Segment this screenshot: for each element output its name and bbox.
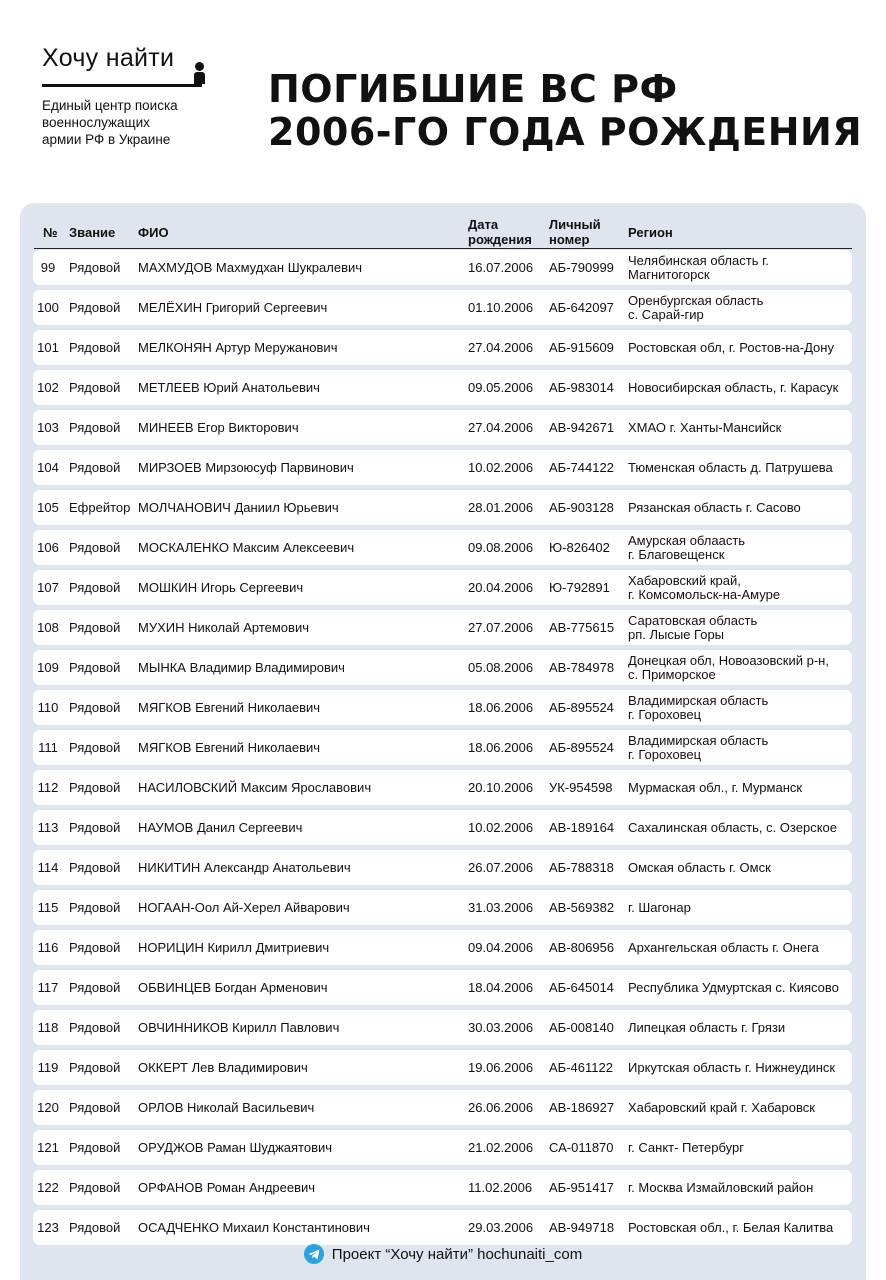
cell-dob: 28.01.2006 bbox=[468, 499, 534, 515]
cell-fio: МОЛЧАНОВИЧ Даниил Юрьевич bbox=[138, 499, 339, 515]
cell-dob: 09.04.2006 bbox=[468, 939, 534, 955]
cell-num: 103 bbox=[37, 419, 59, 435]
cell-region: г. Санкт- Петербург bbox=[628, 1139, 744, 1155]
cell-dob: 11.02.2006 bbox=[468, 1179, 533, 1195]
table-row bbox=[33, 810, 852, 845]
cell-fio: МЕЛЁХИН Григорий Сергеевич bbox=[138, 299, 328, 315]
cell-region: Ростовская обл, г. Ростов-на-Дону bbox=[628, 339, 834, 355]
cell-rank: Рядовой bbox=[69, 859, 121, 875]
cell-dob: 21.02.2006 bbox=[468, 1139, 534, 1155]
cell-dob: 20.10.2006 bbox=[468, 779, 534, 795]
cell-region: Рязанская область г. Сасово bbox=[628, 499, 801, 515]
cell-dob: 26.06.2006 bbox=[468, 1099, 534, 1115]
cell-fio: ОСАДЧЕНКО Михаил Константинович bbox=[138, 1219, 370, 1235]
cell-fio: МУХИН Николай Артемович bbox=[138, 619, 309, 635]
cell-region: Владимирская область г. Гороховец bbox=[628, 732, 769, 762]
cell-dob: 29.03.2006 bbox=[468, 1219, 534, 1235]
header-fio: ФИО bbox=[138, 225, 169, 240]
cell-rank: Рядовой bbox=[69, 899, 121, 915]
cell-region: Оренбургская область с. Сарай-гир bbox=[628, 292, 764, 322]
cell-rank: Рядовой bbox=[69, 379, 121, 395]
table-row bbox=[33, 570, 852, 605]
cell-dob: 20.04.2006 bbox=[468, 579, 534, 595]
cell-fio: ОРЛОВ Николай Васильевич bbox=[138, 1099, 315, 1115]
cell-id: АБ-895524 bbox=[549, 699, 614, 715]
cell-rank: Ефрейтор bbox=[69, 499, 131, 515]
logo-underline bbox=[42, 84, 202, 87]
person-icon bbox=[194, 62, 204, 84]
table-row bbox=[33, 530, 852, 565]
cell-id: СА-011870 bbox=[549, 1139, 614, 1155]
cell-dob: 18.04.2006 bbox=[468, 979, 534, 995]
cell-id: АБ-788318 bbox=[549, 859, 614, 875]
cell-dob: 10.02.2006 bbox=[468, 819, 534, 835]
cell-num: 106 bbox=[37, 539, 59, 555]
cell-num: 101 bbox=[37, 339, 59, 355]
cell-region: Сахалинская область, с. Озерское bbox=[628, 819, 837, 835]
cell-region: Владимирская область г. Гороховец bbox=[628, 692, 769, 722]
cell-num: 100 bbox=[37, 299, 59, 315]
cell-region: Республика Удмуртская с. Киясово bbox=[628, 979, 839, 995]
cell-fio: НОГААН-Оол Ай-Херел Айварович bbox=[138, 899, 350, 915]
cell-region: Хабаровский край г. Хабаровск bbox=[628, 1099, 815, 1115]
footer bbox=[0, 1244, 886, 1264]
header-id: Личный номер bbox=[549, 217, 601, 247]
table-row bbox=[33, 890, 852, 925]
cell-region: Омская область г. Омск bbox=[628, 859, 771, 875]
table-row bbox=[33, 290, 852, 325]
cell-rank: Рядовой bbox=[69, 819, 121, 835]
cell-dob: 27.04.2006 bbox=[468, 339, 534, 355]
cell-fio: МАХМУДОВ Махмудхан Шукралевич bbox=[138, 259, 363, 275]
cell-dob: 26.07.2006 bbox=[468, 859, 534, 875]
cell-id: Ю-826402 bbox=[549, 539, 610, 555]
cell-region: г. Шагонар bbox=[628, 899, 691, 915]
cell-num: 117 bbox=[37, 979, 59, 995]
cell-num: 112 bbox=[37, 779, 59, 795]
cell-id: АВ-186927 bbox=[549, 1099, 615, 1115]
cell-id: АБ-915609 bbox=[549, 339, 614, 355]
table-row bbox=[33, 250, 852, 285]
cell-id: АБ-642097 bbox=[549, 299, 614, 315]
cell-dob: 16.07.2006 bbox=[468, 259, 534, 275]
cell-id: АБ-983014 bbox=[549, 379, 614, 395]
cell-fio: ОБВИНЦЕВ Богдан Арменович bbox=[138, 979, 328, 995]
cell-rank: Рядовой bbox=[69, 1099, 121, 1115]
cell-region: Новосибирская область, г. Карасук bbox=[628, 379, 839, 395]
cell-id: УК-954598 bbox=[549, 779, 613, 795]
logo-subtitle bbox=[42, 97, 202, 148]
cell-rank: Рядовой bbox=[69, 659, 121, 675]
cell-num: 123 bbox=[37, 1219, 59, 1235]
table-row bbox=[33, 850, 852, 885]
cell-region: Амурская облаасть г. Благовещенск bbox=[628, 532, 746, 562]
cell-num: 121 bbox=[37, 1139, 59, 1155]
table-row bbox=[33, 930, 852, 965]
cell-rank: Рядовой bbox=[69, 739, 121, 755]
cell-num: 120 bbox=[37, 1099, 59, 1115]
cell-rank: Рядовой bbox=[69, 339, 121, 355]
cell-id: Ю-792891 bbox=[549, 579, 610, 595]
table-row bbox=[33, 1010, 852, 1045]
cell-id: АБ-951417 bbox=[549, 1179, 614, 1195]
table-row bbox=[33, 330, 852, 365]
cell-fio: МЫНКА Владимир Владимирович bbox=[138, 659, 345, 675]
cell-region: Тюменская область д. Патрушева bbox=[628, 459, 833, 475]
cell-dob: 09.05.2006 bbox=[468, 379, 534, 395]
cell-rank: Рядовой bbox=[69, 979, 121, 995]
cell-num: 99 bbox=[40, 259, 56, 275]
table-row bbox=[33, 730, 852, 765]
cell-dob: 30.03.2006 bbox=[468, 1019, 534, 1035]
cell-num: 107 bbox=[37, 579, 59, 595]
table-row bbox=[33, 650, 852, 685]
cell-num: 122 bbox=[37, 1179, 59, 1195]
cell-num: 119 bbox=[37, 1059, 59, 1075]
cell-num: 113 bbox=[37, 819, 59, 835]
cell-fio: ОВЧИННИКОВ Кирилл Павлович bbox=[138, 1019, 340, 1035]
cell-dob: 18.06.2006 bbox=[468, 739, 534, 755]
cell-num: 116 bbox=[37, 939, 59, 955]
cell-id: АВ-775615 bbox=[549, 619, 615, 635]
table-header bbox=[34, 215, 852, 249]
cell-dob: 19.06.2006 bbox=[468, 1059, 534, 1075]
cell-num: 102 bbox=[37, 379, 59, 395]
cell-region: Донецкая обл, Новоазовский р-н, с. Приморское bbox=[628, 652, 829, 682]
cell-id: АБ-645014 bbox=[549, 979, 614, 995]
cell-region: ХМАО г. Ханты-Мансийск bbox=[628, 419, 782, 435]
logo-subtitle-line: Единый центр поиска bbox=[42, 98, 178, 113]
table-body bbox=[33, 250, 852, 1250]
table-row bbox=[33, 690, 852, 725]
cell-fio: НОРИЦИН Кирилл Дмитриевич bbox=[138, 939, 330, 955]
cell-fio: ОРУДЖОВ Раман Шуджаятович bbox=[138, 1139, 333, 1155]
table-row bbox=[33, 1210, 852, 1245]
cell-id: АВ-569382 bbox=[549, 899, 615, 915]
page-title bbox=[268, 68, 862, 154]
cell-region: Ростовская обл., г. Белая Калитва bbox=[628, 1219, 834, 1235]
table-row bbox=[33, 610, 852, 645]
cell-fio: МОСКАЛЕНКО Максим Алексеевич bbox=[138, 539, 355, 555]
cell-fio: НАСИЛОВСКИЙ Максим Ярославович bbox=[138, 779, 372, 795]
cell-num: 115 bbox=[37, 899, 59, 915]
cell-fio: МИРЗОЕВ Мирзоюсуф Парвинович bbox=[138, 459, 354, 475]
cell-region: Саратовская область рп. Лысые Горы bbox=[628, 612, 758, 642]
cell-id: АВ-189164 bbox=[549, 819, 615, 835]
page-title-line: ПОГИБШИЕ ВС РФ bbox=[268, 67, 678, 111]
page-title-line: 2006-ГО ГОДА РОЖДЕНИЯ bbox=[268, 110, 863, 154]
cell-rank: Рядовой bbox=[69, 1059, 121, 1075]
header-dob: Дата рождения bbox=[468, 217, 532, 247]
cell-rank: Рядовой bbox=[69, 619, 121, 635]
header-rank: Звание bbox=[69, 225, 116, 240]
cell-rank: Рядовой bbox=[69, 1139, 121, 1155]
cell-rank: Рядовой bbox=[69, 779, 121, 795]
header-region: Регион bbox=[628, 225, 673, 240]
table-row bbox=[33, 490, 852, 525]
cell-id: АБ-903128 bbox=[549, 499, 614, 515]
cell-fio: МИНЕЕВ Егор Викторович bbox=[138, 419, 299, 435]
cell-fio: МЯГКОВ Евгений Николаевич bbox=[138, 699, 321, 715]
cell-region: Челябинская область г. Магнитогорск bbox=[628, 252, 769, 282]
cell-rank: Рядовой bbox=[69, 1019, 121, 1035]
table-panel bbox=[20, 203, 866, 1280]
cell-fio: НИКИТИН Александр Анатольевич bbox=[138, 859, 351, 875]
header-num: № bbox=[43, 225, 58, 240]
cell-num: 110 bbox=[37, 699, 59, 715]
cell-fio: МЯГКОВ Евгений Николаевич bbox=[138, 739, 321, 755]
cell-dob: 18.06.2006 bbox=[468, 699, 534, 715]
cell-region: Липецкая область г. Грязи bbox=[628, 1019, 786, 1035]
cell-dob: 01.10.2006 bbox=[468, 299, 534, 315]
logo bbox=[42, 44, 202, 148]
cell-num: 104 bbox=[37, 459, 59, 475]
cell-dob: 05.08.2006 bbox=[468, 659, 534, 675]
cell-id: АБ-461122 bbox=[549, 1059, 613, 1075]
cell-rank: Рядовой bbox=[69, 259, 121, 275]
cell-rank: Рядовой bbox=[69, 1179, 121, 1195]
cell-num: 111 bbox=[38, 739, 58, 755]
table-row bbox=[33, 370, 852, 405]
cell-id: АБ-790999 bbox=[549, 259, 614, 275]
cell-fio: МЕТЛЕЕВ Юрий Анатольевич bbox=[138, 379, 320, 395]
cell-region: Архангельская область г. Онега bbox=[628, 939, 819, 955]
cell-rank: Рядовой bbox=[69, 459, 121, 475]
cell-rank: Рядовой bbox=[69, 1219, 121, 1235]
cell-rank: Рядовой bbox=[69, 539, 121, 555]
cell-id: АБ-008140 bbox=[549, 1019, 614, 1035]
cell-id: АВ-784978 bbox=[549, 659, 615, 675]
footer-text: Проект “Хочу найти” hochunaiti_com bbox=[331, 1245, 583, 1263]
table-row bbox=[33, 970, 852, 1005]
table-row bbox=[33, 450, 852, 485]
cell-num: 105 bbox=[37, 499, 59, 515]
cell-num: 118 bbox=[37, 1019, 59, 1035]
cell-region: Иркутская область г. Нижнеудинск bbox=[628, 1059, 836, 1075]
cell-id: АВ-949718 bbox=[549, 1219, 615, 1235]
logo-title: Хочу найти bbox=[42, 44, 175, 72]
cell-dob: 09.08.2006 bbox=[468, 539, 534, 555]
logo-subtitle-line: военнослужащих bbox=[42, 115, 150, 130]
cell-region: Хабаровский край, г. Комсомольск-на-Амуре bbox=[628, 572, 781, 602]
cell-fio: ОККЕРТ Лев Владимирович bbox=[138, 1059, 308, 1075]
table-row bbox=[33, 1130, 852, 1165]
telegram-icon bbox=[304, 1244, 324, 1264]
cell-dob: 27.07.2006 bbox=[468, 619, 534, 635]
cell-rank: Рядовой bbox=[69, 419, 121, 435]
cell-rank: Рядовой bbox=[69, 939, 121, 955]
cell-id: АВ-806956 bbox=[549, 939, 615, 955]
cell-rank: Рядовой bbox=[69, 699, 121, 715]
cell-id: АВ-942671 bbox=[549, 419, 615, 435]
table-row bbox=[33, 770, 852, 805]
cell-id: АБ-744122 bbox=[549, 459, 614, 475]
cell-id: АБ-895524 bbox=[549, 739, 614, 755]
cell-rank: Рядовой bbox=[69, 579, 121, 595]
cell-dob: 10.02.2006 bbox=[468, 459, 534, 475]
cell-num: 114 bbox=[37, 859, 59, 875]
cell-num: 108 bbox=[37, 619, 59, 635]
cell-fio: ОРФАНОВ Роман Андреевич bbox=[138, 1179, 316, 1195]
table-row bbox=[33, 1050, 852, 1085]
table-row bbox=[33, 410, 852, 445]
cell-region: Мурмаская обл., г. Мурманск bbox=[628, 779, 803, 795]
cell-fio: МЕЛКОНЯН Артур Меружанович bbox=[138, 339, 338, 355]
table-row bbox=[33, 1090, 852, 1125]
cell-dob: 31.03.2006 bbox=[468, 899, 534, 915]
cell-fio: МОШКИН Игорь Сергеевич bbox=[138, 579, 304, 595]
logo-subtitle-line: армии РФ в Украине bbox=[42, 132, 171, 147]
table-row bbox=[33, 1170, 852, 1205]
cell-num: 109 bbox=[37, 659, 59, 675]
cell-dob: 27.04.2006 bbox=[468, 419, 534, 435]
cell-region: г. Москва Измайловский район bbox=[628, 1179, 814, 1195]
cell-rank: Рядовой bbox=[69, 299, 121, 315]
cell-fio: НАУМОВ Данил Сергеевич bbox=[138, 819, 303, 835]
